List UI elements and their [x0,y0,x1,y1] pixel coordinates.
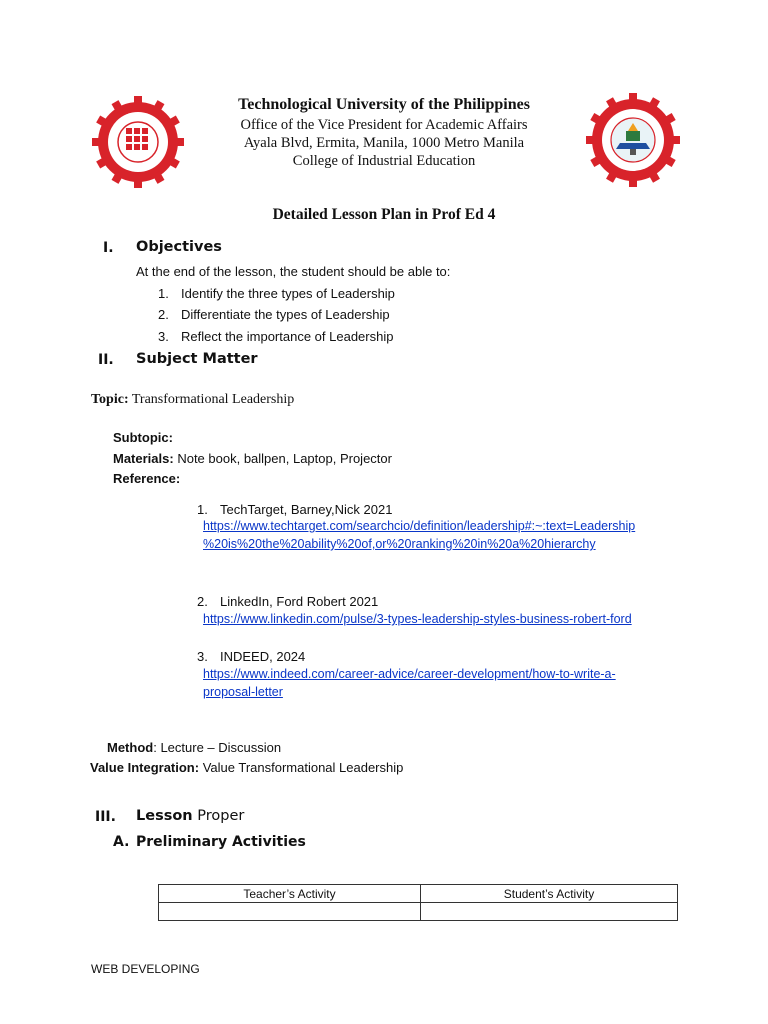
subtopic-label: Subtopic: [113,430,173,445]
student-activity-cell [420,903,677,921]
reference-link[interactable]: https://www.techtarget.com/searchcio/definition/leadership#:~:text=Leadership [203,519,636,533]
objective-number: 1. [158,286,169,301]
materials-label: Materials: [113,451,174,466]
section-number-objectives: I. [103,240,114,256]
method-value: : Lecture – Discussion [153,740,282,755]
topic-value: Transformational Leadership [131,392,295,407]
university-name: Technological University of the Philippines [238,96,530,113]
reference-number: 2. [197,594,208,609]
table-row [159,903,678,921]
reference-number: 3. [197,649,208,664]
lesson-proper-title-rest: Proper [197,808,245,824]
svg-text:1901: 1901 [131,172,145,178]
reference-link[interactable]: https://www.linkedin.com/pulse/3-types-leadership-styles-business-robert-ford [203,612,632,626]
value-integration-value: Value Transformational Leadership [202,760,404,775]
activities-table [158,884,678,921]
table-header-row [159,885,678,903]
value-integration-label: Value Integration: [90,760,200,775]
section-number-lesson-proper: III. [95,809,116,825]
objective-item: Differentiate the types of Leadership [181,307,390,322]
method-label: Method [107,740,154,755]
reference-link-continued[interactable]: %20is%20the%20ability%20of,or%20ranking%20in%20a%20hierarchy [203,537,596,551]
reference-number: 1. [197,502,208,517]
letterhead [0,94,768,170]
reference-source: INDEED, 2024 [220,649,306,664]
subsection-title: Preliminary Activities [136,834,306,850]
materials-line [113,451,392,466]
section-title-objectives: Objectives [136,239,222,255]
teacher-activity-header: Teacher’s Activity [159,885,421,903]
subsection-number: A. [113,834,130,850]
objective-item: Reflect the importance of Leadership [181,329,394,344]
method-line [107,740,281,755]
reference-source: TechTarget, Barney,Nick 2021 [220,502,393,517]
college-name: College of Industrial Education [292,153,476,169]
objective-item: Identify the three types of Leadership [181,286,395,301]
topic-line [91,392,294,408]
section-title-lesson-proper [136,808,244,824]
page-footer: WEB DEVELOPING [91,962,200,976]
topic-label: Topic: [91,392,129,407]
reference-link[interactable]: https://www.indeed.com/career-advice/career-development/how-to-write-a- [203,667,616,681]
section-title-subject-matter: Subject Matter [136,351,258,367]
objective-number: 2. [158,307,169,322]
plan-title: Detailed Lesson Plan in Prof Ed 4 [272,206,496,223]
objectives-intro: At the end of the lesson, the student should be able to: [136,264,451,279]
reference-source: LinkedIn, Ford Robert 2021 [220,594,379,609]
address: Ayala Blvd, Ermita, Manila, 1000 Metro Manila [243,135,525,151]
student-activity-header: Student’s Activity [420,885,677,903]
reference-label: Reference: [113,471,181,486]
teacher-activity-cell [159,903,421,921]
objective-number: 3. [158,329,169,344]
materials-value: Note book, ballpen, Laptop, Projector [177,451,392,466]
value-integration-line [90,760,403,775]
reference-link-continued[interactable]: proposal-letter [203,685,283,699]
section-number-subject-matter: II. [98,352,114,368]
lesson-proper-title-bold: Lesson [136,808,193,824]
office-name: Office of the Vice President for Academic Affairs [240,117,528,133]
